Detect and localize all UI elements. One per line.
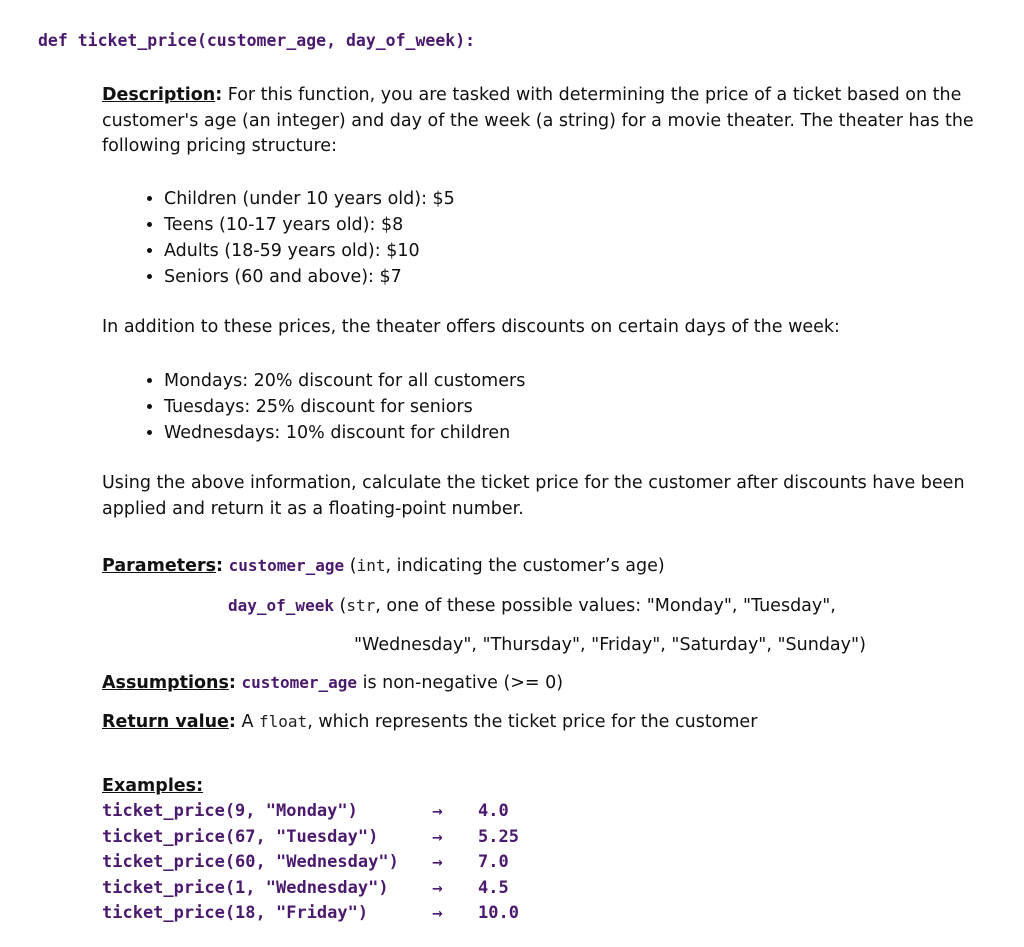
list-item: • Adults (18-59 years old): $10 <box>164 238 455 264</box>
example-call: ticket_price(1, "Wednesday") <box>102 878 389 898</box>
calculation-paragraph: Using the above information, calculate the ticket price for the customer after discounts have been applied and return it as a floating-point number. <box>102 473 965 519</box>
assumptions-line <box>102 673 563 693</box>
list-item: • Children (under 10 years old): $5 <box>164 186 455 212</box>
list-item: • Wednesdays: 10% discount for children <box>164 420 525 446</box>
assumptions-label: Assumptions <box>102 673 229 693</box>
function-signature: def ticket_price(customer_age, day_of_week): <box>38 31 476 50</box>
param-customer-age: customer_age <box>228 556 345 575</box>
list-item: • Seniors (60 and above): $7 <box>164 264 455 290</box>
example-call: ticket_price(9, "Monday") <box>102 801 358 821</box>
example-result: 7.0 <box>478 852 509 872</box>
description-text: For this function, you are tasked with determining the price of a ticket based on the customer's age (an integer) and day of the week (a string) for a movie theater. The theater has the following pricing structure: <box>102 85 974 156</box>
return-value-label: Return value <box>102 712 229 732</box>
assumptions-colon: : <box>228 673 236 693</box>
parameters-line-2 <box>228 596 836 616</box>
param-day-of-week: day_of_week <box>228 596 334 615</box>
list-item: • Tuesdays: 25% discount for seniors <box>164 394 525 420</box>
arrow-icon: → <box>432 805 443 820</box>
list-item: • Teens (10-17 years old): $8 <box>164 212 455 238</box>
arrow-icon: → <box>432 831 443 846</box>
parameters-label: Parameters <box>102 556 216 576</box>
assumption-customer-age: customer_age <box>241 673 358 692</box>
description-colon: : <box>215 85 223 105</box>
discount-intro: In addition to these prices, the theater offers discounts on certain days of the week: <box>102 317 840 337</box>
param-open-paren: ( <box>344 556 357 576</box>
arrow-icon: → <box>432 856 443 871</box>
arrow-icon: → <box>432 907 443 922</box>
param-type-int: int <box>356 556 386 575</box>
example-result: 4.0 <box>478 801 509 821</box>
example-result: 4.5 <box>478 878 509 898</box>
description-label: Description <box>102 85 216 105</box>
return-value-line <box>102 712 757 732</box>
arrow-icon: → <box>432 882 443 897</box>
param-open-paren: ( <box>333 596 347 616</box>
parameters-line-3: "Wednesday", "Thursday", "Friday", "Saturday", "Sunday") <box>354 635 866 655</box>
return-value-post: , which represents the ticket price for the customer <box>307 712 758 732</box>
example-result: 10.0 <box>478 903 519 923</box>
return-type-float: float <box>259 712 308 731</box>
discount-list <box>102 368 525 446</box>
param-day-of-week-desc: , one of these possible values: "Monday", "Tuesday", <box>375 596 836 616</box>
parameters-line-1 <box>102 556 665 576</box>
return-value-pre: A <box>235 712 260 732</box>
example-call: ticket_price(67, "Tuesday") <box>102 827 379 847</box>
param-customer-age-desc: , indicating the customer’s age) <box>385 556 665 576</box>
example-call: ticket_price(18, "Friday") <box>102 903 369 923</box>
parameters-colon: : <box>216 556 223 576</box>
return-value-colon: : <box>228 712 236 732</box>
description-paragraph <box>102 83 982 160</box>
example-result: 5.25 <box>478 827 519 847</box>
assumption-text: is non-negative (>= 0) <box>357 673 564 693</box>
examples-label: Examples: <box>102 776 204 796</box>
pricing-list <box>102 186 455 290</box>
param-type-str: str <box>346 596 376 615</box>
list-item: • Mondays: 20% discount for all customers <box>164 368 525 394</box>
example-call: ticket_price(60, "Wednesday") <box>102 852 399 872</box>
